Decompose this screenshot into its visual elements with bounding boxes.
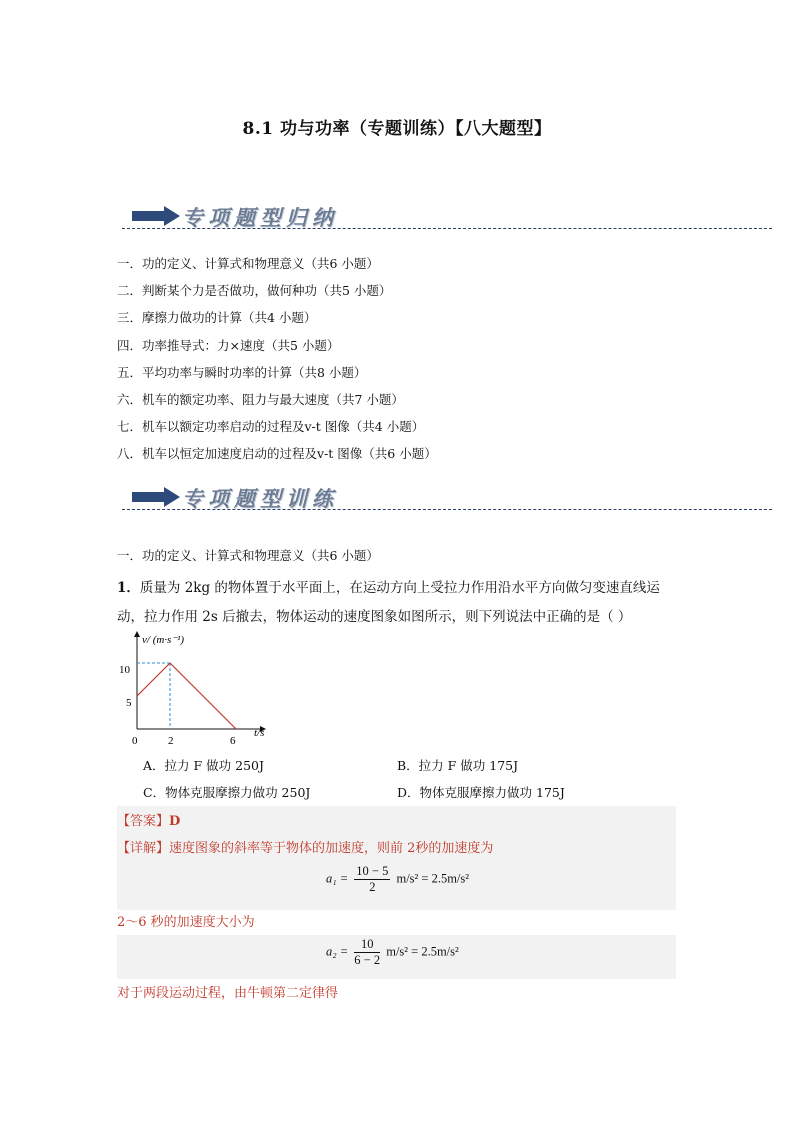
topic-item: 二．判断某个力是否做功，做何种功（共5 小题） [117, 283, 392, 299]
section-banner-summary [122, 200, 772, 234]
formula-lhs: a₂ = [326, 944, 349, 959]
option-b: B．拉力 F 做功 175J [397, 758, 519, 773]
text-line: 2～6 秒的加速度大小为 [117, 915, 255, 930]
topic-item: 七．机车以额定功率启动的过程及v-t 图像（共4 小题） [117, 419, 425, 435]
detail-label: 【详解】 [117, 841, 170, 856]
topic-list [117, 250, 437, 468]
detail-text: 速度图象的斜率等于物体的加速度，则前 2秒的加速度为 [169, 841, 494, 856]
velocity-segment [137, 663, 170, 696]
option-d: D．物体克服摩擦力做功 175J [397, 785, 565, 800]
text-line: 对于两段运动过程，由牛顿第二定律得 [117, 986, 339, 1001]
page-title: 8.1 功与功率（专题训练）【八大题型】 [242, 119, 552, 139]
y-axis-label: v/ (m·s⁻¹) [142, 634, 185, 646]
banner-title: 专项题型归纳 [182, 205, 338, 230]
question-text: 质量为 2kg 的物体置于水平面上，在运动方向上受拉力作用沿水平方向做匀变速直线运动，拉力作用 2s 后撤去，物体运动的速度图象如图所示，则下列说法中正确的是（ ） [117, 580, 660, 625]
velocity-segment [170, 663, 236, 729]
formula-lhs: a₁ = [326, 871, 349, 886]
banner-title: 专项题型训练 [182, 486, 338, 511]
formula-rhs: m/s² = 2.5m/s² [386, 944, 459, 959]
dashed-divider [122, 228, 772, 229]
dashed-divider [122, 509, 772, 510]
y-tick-label: 5 [126, 697, 132, 709]
x-axis-label: t/s [254, 727, 265, 739]
answer-line [117, 810, 180, 829]
arrow-right-icon [132, 487, 180, 507]
formula-a1 [326, 864, 469, 895]
question-1 [117, 574, 677, 632]
y-tick-label: 10 [119, 664, 130, 676]
velocity-time-graph [115, 628, 285, 750]
arrow-right-icon [132, 206, 180, 226]
topic-item: 三．摩擦力做功的计算（共4 小题） [117, 310, 317, 326]
topic-item: 五．平均功率与瞬时功率的计算（共8 小题） [117, 364, 367, 380]
x-tick-label: 6 [230, 735, 236, 747]
topic-item: 四．功率推导式：力×速度（共5 小题） [117, 337, 340, 353]
detail-line [117, 837, 493, 856]
option-a: A．拉力 F 做功 250J [143, 758, 264, 773]
topic-item: 一．功的定义、计算式和物理意义（共6 小题） [117, 256, 379, 271]
answer-label: 【答案】 [117, 814, 170, 829]
topic-item: 八．机车以恒定加速度启动的过程及v-t 图像（共6 小题） [117, 446, 437, 462]
section-heading: 一．功的定义、计算式和物理意义（共6 小题） [117, 548, 379, 563]
question-number: 1． [117, 580, 140, 596]
x-tick-label: 2 [168, 735, 174, 747]
answer-value: D [169, 814, 181, 829]
formula-denominator: 2 [369, 880, 376, 894]
formula-denominator: 6 − 2 [354, 953, 381, 967]
formula-a2 [326, 937, 459, 968]
option-c: C．物体克服摩擦力做功 250J [143, 785, 311, 800]
formula-rhs: m/s² = 2.5m/s² [396, 871, 470, 886]
formula-numerator: 10 [354, 937, 380, 953]
x-tick-label: 0 [132, 735, 138, 747]
section-banner-training [122, 481, 772, 515]
topic-item: 六．机车的额定功率、阻力与最大速度（共7 小题） [117, 392, 404, 408]
formula-numerator: 10 − 5 [356, 864, 389, 878]
